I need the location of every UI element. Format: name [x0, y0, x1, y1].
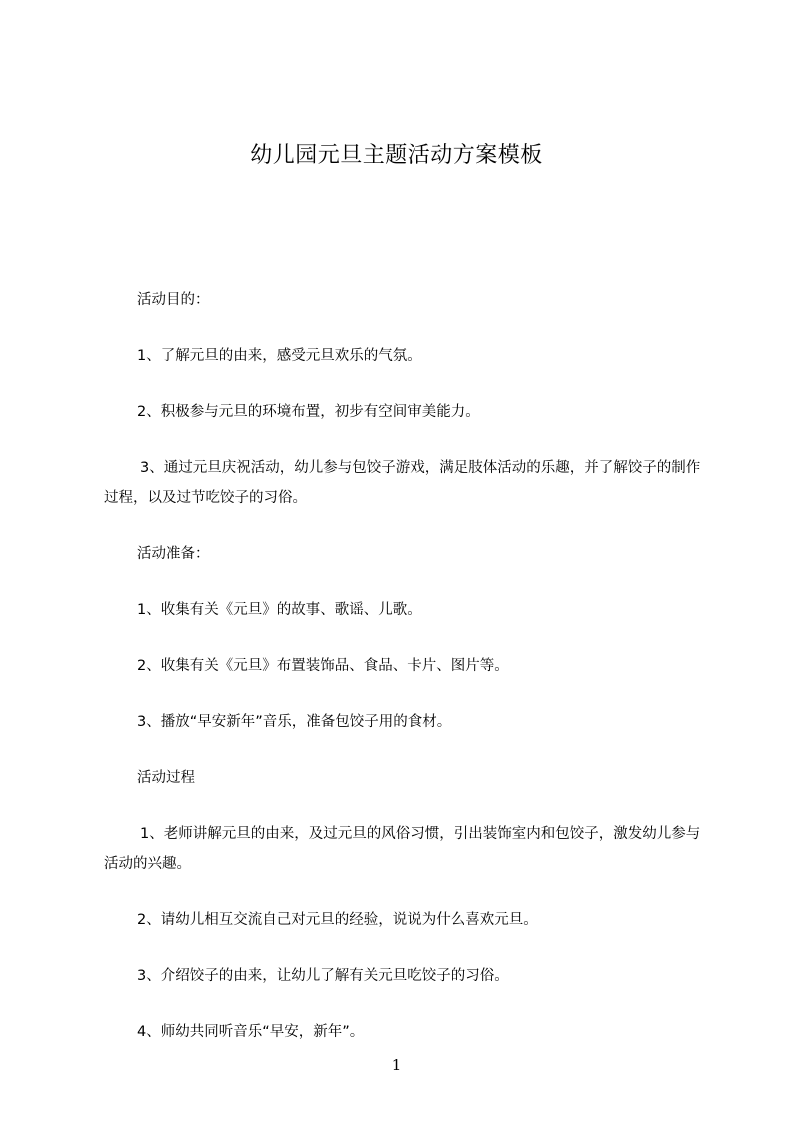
paragraph-purpose-3: 3、通过元旦庆祝活动，幼儿参与包饺子游戏，满足肢体活动的乐趣，并了解饺子的制作过程，以及过节吃饺子的习俗。 — [104, 460, 701, 506]
paragraph-preparation-3: 3、播放“早安新年”音乐，准备包饺子用的食材。 — [137, 714, 452, 730]
paragraph-preparation-1: 1、收集有关《元旦》的故事、歌谣、儿歌。 — [137, 602, 422, 618]
document-title: 幼儿园元旦主题活动方案模板 — [250, 143, 543, 168]
paragraph-process-2: 2、请幼儿相互交流自己对元旦的经验，说说为什么喜欢元旦。 — [137, 912, 538, 928]
paragraph-preparation-2: 2、收集有关《元旦》布置装饰品、食品、卡片、图片等。 — [137, 658, 509, 674]
paragraph-purpose-1: 1、了解元旦的由来，感受元旦欢乐的气氛。 — [137, 348, 422, 364]
paragraph-purpose-2: 2、积极参与元旦的环境布置，初步有空间审美能力。 — [137, 404, 480, 420]
page-number: 1 — [391, 1056, 402, 1074]
paragraph-process-heading: 活动过程 — [137, 770, 195, 786]
paragraph-purpose-heading: 活动目的： — [137, 292, 210, 308]
paragraph-process-1: 1、老师讲解元旦的由来，及过元旦的风俗习惯，引出装饰室内和包饺子，激发幼儿参与活动的兴趣。 — [104, 826, 701, 872]
paragraph-process-3: 3、介绍饺子的由来，让幼儿了解有关元旦吃饺子的习俗。 — [137, 968, 509, 984]
paragraph-preparation-heading: 活动准备： — [137, 546, 210, 562]
paragraph-process-4: 4、师幼共同听音乐“早安，新年”。 — [137, 1024, 365, 1040]
document-body — [104, 285, 704, 1073]
